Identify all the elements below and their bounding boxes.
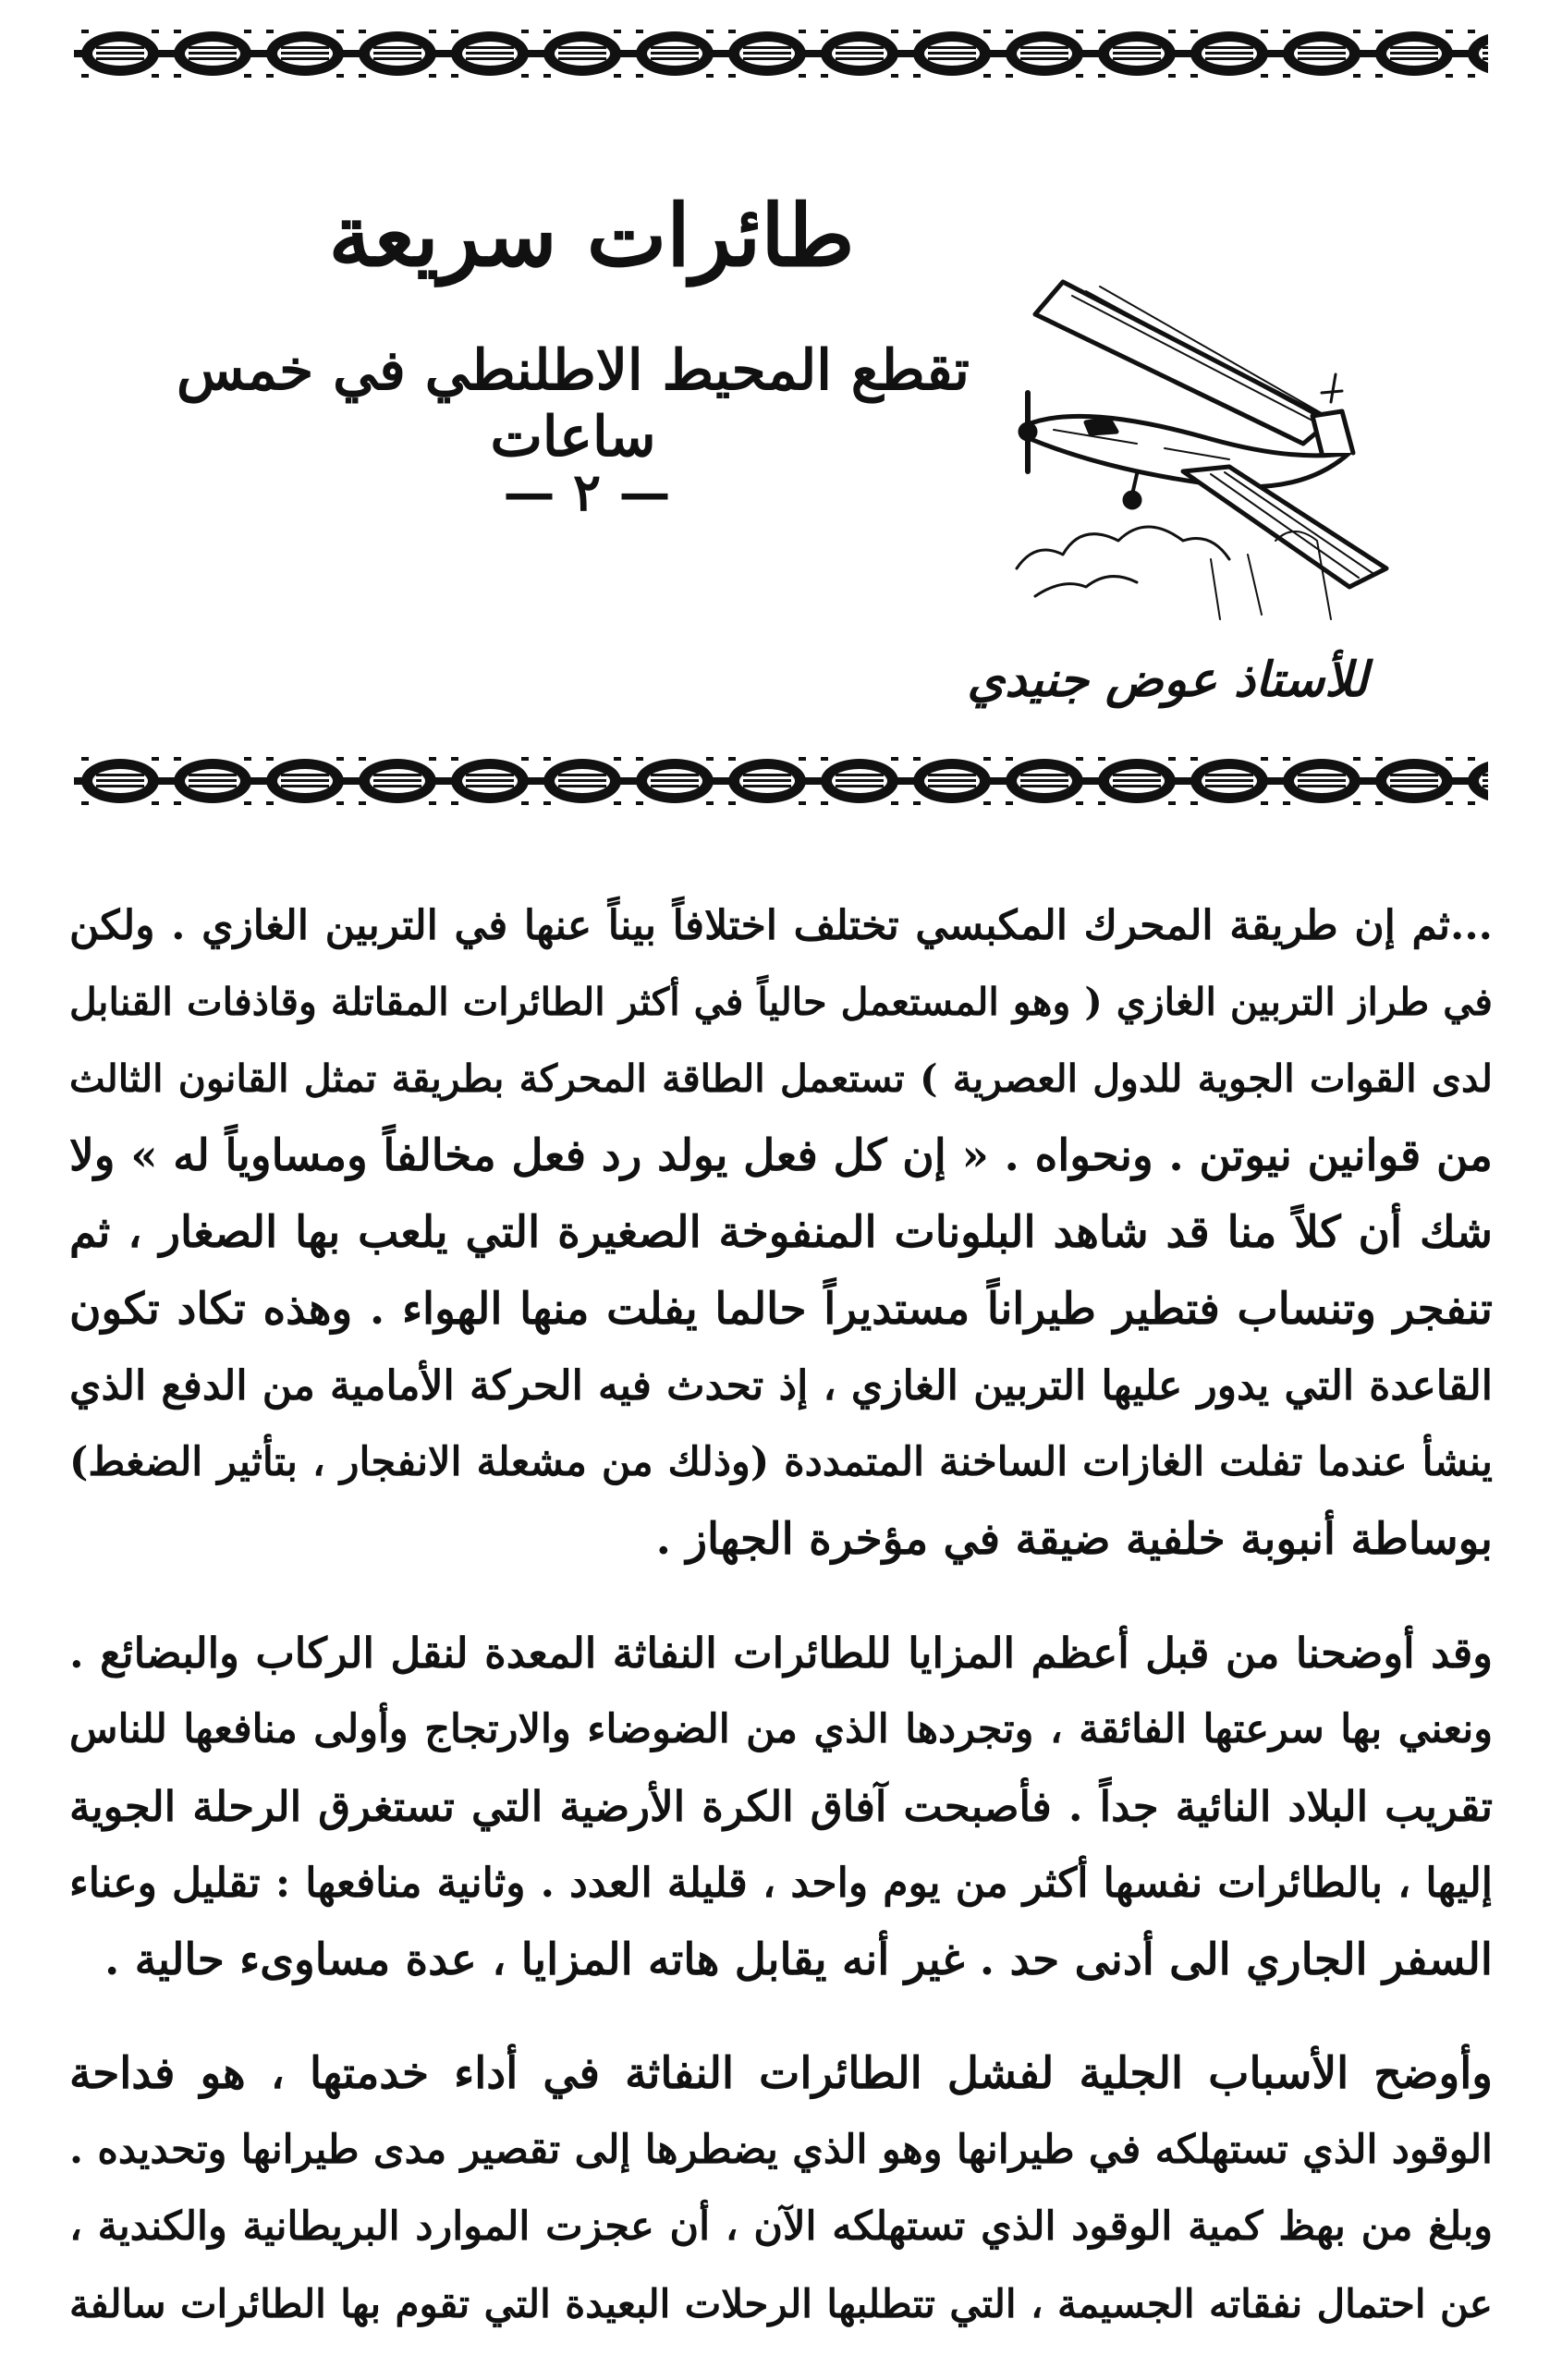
top-decorative-border [74,26,1488,81]
text-line: وبلغ من بهظ كمية الوقود الذي تستهلكه الآن ، أن عجزت الموارد البريطانية والكندية ، [69,2203,1493,2250]
text-line: وقد أوضحنا من قبل أعظم المزايا للطائرات النفاثة المعدة لنقل الركاب والبضائع . [69,1629,1493,1678]
part-number: — ٢ — [503,462,671,523]
article-subtitle: تقطع المحيط الاطلنطي في خمس ساعات [177,338,970,470]
text-line: في طراز التربين الغازي ( وهو المستعمل حالياً في أكثر الطائرات المقاتلة وقاذفات القنابل [69,980,1493,1024]
paragraph-3 [69,2035,1493,2342]
text-line: من قوانين نيوتن . ونحواه . « إن كل فعل يولد رد فعل مخالفاً ومساوياً له » ولا [69,1130,1493,1181]
article-title: طائرات سريعة [328,186,855,286]
text-line: شك أن كلاً منا قد شاهد البلونات المنفوخة الصغيرة التي يلعب بها الصغار ، ثم [69,1207,1493,1258]
text-line: ونعني بها سرعتها الفائقة ، وتجردها الذي من الضوضاء والارتجاج وأولى منافعها للناس [69,1706,1493,1752]
text-line: تنفجر وتنساب فتطير طيراناً مستديراً حالما يفلت منها الهواء . وهذه تكاد تكون [69,1284,1493,1335]
text-line: تقريب البلاد النائية جداً . فأصبحت آفاق الكرة الأرضية التي تستغرق الرحلة الجوية [69,1782,1493,1831]
text-line: عن احتمال نفقاته الجسيمة ، التي تتطلبها الرحلات البعيدة التي تقوم بها الطائرات سالفة [69,2281,1493,2326]
text-line: بوساطة أنبوبة خلفية ضيقة في مؤخرة الجهاز . [655,1514,1493,1565]
paragraph-2 [69,1615,1493,1998]
text-line: لدى القوات الجوية للدول العصرية ) تستعمل الطاقة المحركة بطريقة تمثل القانون الثالث [69,1056,1493,1101]
article-body [69,887,1493,2379]
paragraph-1 [69,887,1493,1578]
text-line: ...ثم إن طريقة المحرك المكبسي تختلف اختلافاً بيناً عنها في التربين الغازي . ولكن [69,902,1493,949]
middle-decorative-border [74,753,1488,809]
text-line: القاعدة التي يدور عليها التربين الغازي ، إذ تحدث فيه الحركة الأمامية من الدفع الذي [69,1362,1493,1410]
text-line: وأوضح الأسباب الجلية لفشل الطائرات النفاثة في أداء خدمتها ، هو فداحة [69,2048,1493,2099]
text-line: ينشأ عندما تفلت الغازات الساخنة المتمددة (وذلك من مشعلة الانفجار ، بتأثير الضغط) [69,1439,1493,1485]
author-byline: للأستاذ عوض جنيدي [967,652,1368,708]
text-line: الوقود الذي تستهلكه في طيرانها وهو الذي يضطرها إلى تقصير مدى طيرانها وتحديده . [69,2127,1493,2173]
text-line: السفر الجاري الى أدنى حد . غير أنه يقابل هاته المزايا ، عدة مساوىء حالية . [104,1935,1493,1985]
text-line: إليها ، بالطائرات نفسها أكثر من يوم واحد ، قليلة العدد . وثانية منافعها : تقليل وعناء [69,1860,1493,1907]
airplane-illustration [998,263,1405,624]
